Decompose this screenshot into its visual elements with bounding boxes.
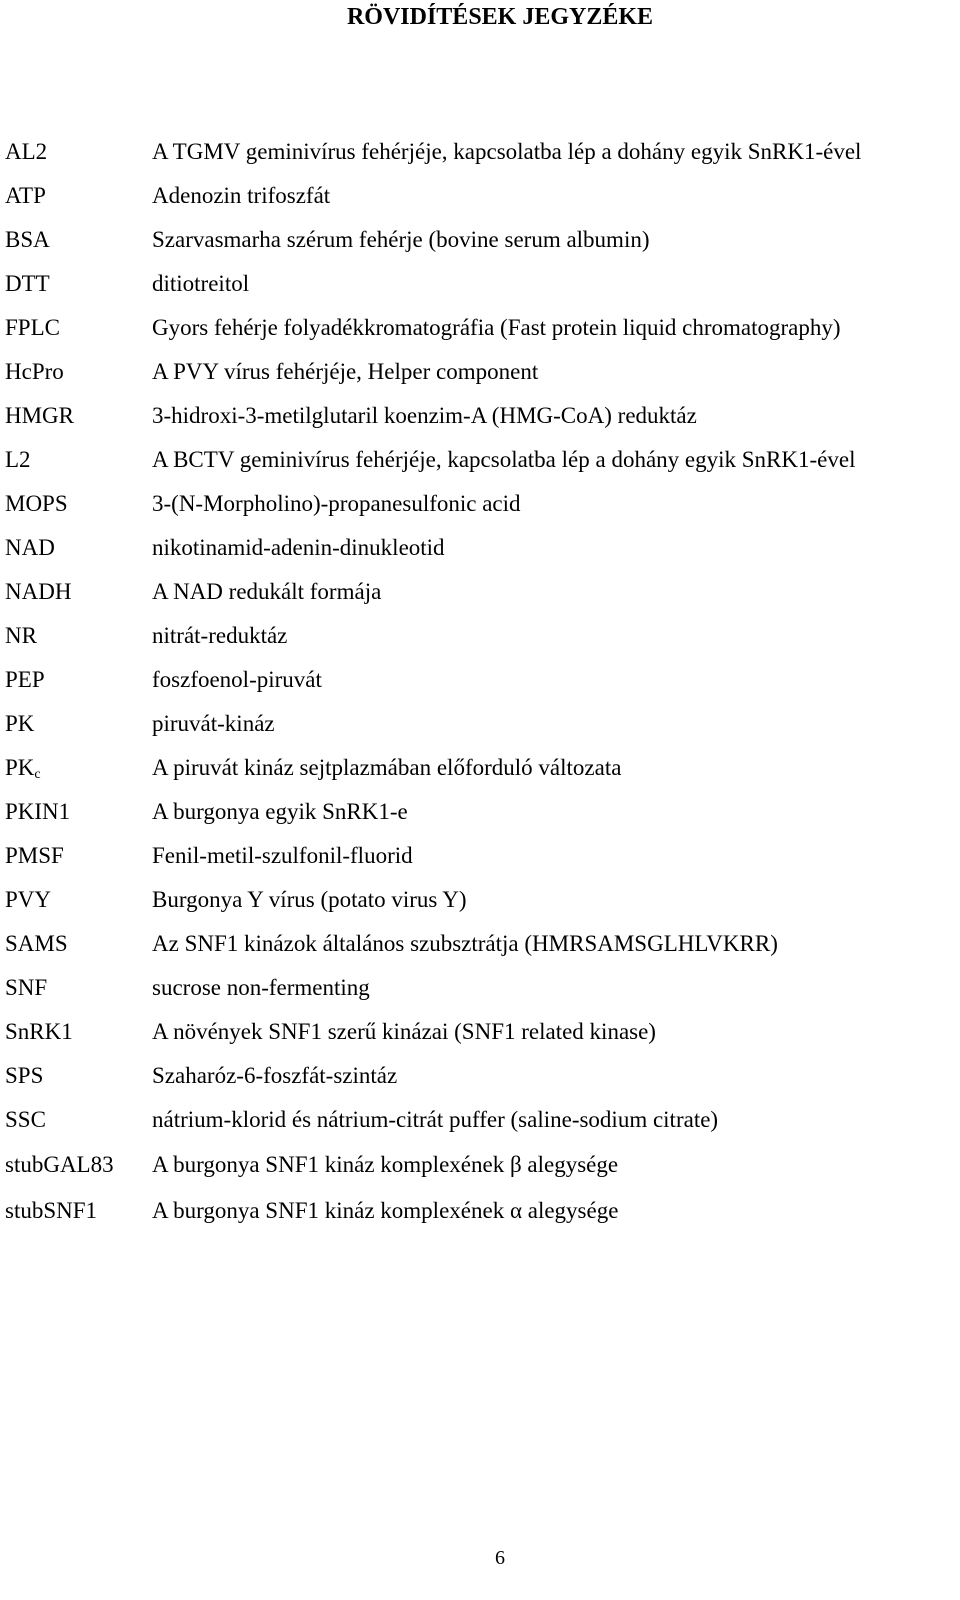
page-number: 6 [495, 1547, 505, 1569]
abbreviation-term: FPLC [5, 315, 60, 340]
abbreviation-definition: Burgonya Y vírus (potato virus Y) [152, 887, 467, 912]
abbreviation-row [0, 438, 960, 482]
abbreviation-definition: A NAD redukált formája [152, 579, 382, 604]
abbreviation-row [0, 1188, 960, 1234]
abbreviation-definition: 3-(N-Morpholino)-propanesulfonic acid [152, 491, 521, 516]
abbreviation-row [0, 746, 960, 790]
page-title: RÖVIDÍTÉSEK JEGYZÉKE [346, 4, 654, 30]
abbreviation-term: DTT [5, 271, 50, 296]
abbreviation-row [0, 526, 960, 570]
abbreviation-definition: A burgonya egyik SnRK1-e [152, 799, 408, 824]
abbreviation-row [0, 1098, 960, 1142]
abbreviation-definition: A piruvát kináz sejtplazmában előforduló változata [152, 755, 622, 780]
abbreviation-definition: A burgonya SNF1 kináz komplexének β alegysége [152, 1152, 619, 1177]
abbreviation-definition: nikotinamid-adenin-dinukleotid [152, 535, 445, 560]
abbreviation-row [0, 878, 960, 922]
abbreviation-row [0, 922, 960, 966]
abbreviation-definition: Az SNF1 kinázok általános szubsztrátja (HMRSAMSGLHLVKRR) [152, 931, 778, 956]
abbreviation-row [0, 1010, 960, 1054]
abbreviation-term: NADH [5, 579, 72, 604]
abbreviation-row [0, 570, 960, 614]
abbreviation-term: NAD [5, 535, 55, 560]
abbreviation-term: AL2 [5, 139, 48, 164]
abbreviation-term-subscript: c [34, 767, 41, 782]
abbreviation-definition: A burgonya SNF1 kináz komplexének α alegysége [152, 1198, 619, 1223]
abbreviation-row [0, 658, 960, 702]
abbreviation-term: PVY [5, 887, 52, 912]
abbreviation-row [0, 130, 960, 174]
abbreviation-term: SnRK1 [5, 1019, 73, 1044]
abbreviation-definition: foszfoenol-piruvát [152, 667, 322, 692]
abbreviation-definition: A TGMV geminivírus fehérjéje, kapcsolatba lép a dohány egyik SnRK1-ével [152, 139, 862, 164]
abbreviation-term: PK [5, 711, 35, 736]
abbreviation-row [0, 482, 960, 526]
abbreviation-row [0, 350, 960, 394]
abbreviation-definition: A BCTV geminivírus fehérjéje, kapcsolatba lép a dohány egyik SnRK1-ével [152, 447, 856, 472]
abbreviation-term: PMSF [5, 843, 64, 868]
abbreviation-definition: A növények SNF1 szerű kinázai (SNF1 related kinase) [152, 1019, 656, 1044]
abbreviation-definition: Fenil-metil-szulfonil-fluorid [152, 843, 413, 868]
abbreviation-definition: nátrium-klorid és nátrium-citrát puffer (saline-sodium citrate) [152, 1107, 719, 1132]
abbreviation-term: BSA [5, 227, 50, 252]
abbreviation-definition: Gyors fehérje folyadékkromatográfia (Fast protein liquid chromatography) [152, 315, 841, 340]
abbreviation-row [0, 306, 960, 350]
abbreviation-term: PKIN1 [5, 799, 71, 824]
abbreviation-term: stubSNF1 [5, 1198, 98, 1223]
abbreviation-row [0, 966, 960, 1010]
abbreviation-row [0, 262, 960, 306]
abbreviation-list [0, 130, 960, 1234]
abbreviation-term: SAMS [5, 931, 68, 956]
abbreviation-definition: ditiotreitol [152, 271, 250, 296]
abbreviation-definition: Szaharóz-6-foszfát-szintáz [152, 1063, 398, 1088]
abbreviation-definition: A PVY vírus fehérjéje, Helper component [152, 359, 539, 384]
abbreviation-term: PEP [5, 667, 45, 692]
abbreviation-definition: piruvát-kináz [152, 711, 275, 736]
abbreviation-term: HcPro [5, 359, 64, 384]
abbreviation-row [0, 702, 960, 746]
abbreviation-term: SSC [5, 1107, 46, 1132]
abbreviation-definition: nitrát-reduktáz [152, 623, 288, 648]
abbreviation-row [0, 394, 960, 438]
abbreviation-term: MOPS [5, 491, 68, 516]
abbreviation-row [0, 1142, 960, 1188]
abbreviation-row [0, 1054, 960, 1098]
abbreviation-term: L2 [5, 447, 31, 472]
abbreviation-definition: Szarvasmarha szérum fehérje (bovine serum albumin) [152, 227, 650, 252]
abbreviation-row [0, 614, 960, 658]
abbreviation-row [0, 218, 960, 262]
abbreviation-term [0, 755, 152, 781]
abbreviation-term: stubGAL83 [5, 1152, 114, 1177]
abbreviation-term: SNF [5, 975, 48, 1000]
abbreviation-term-base: PK [5, 755, 35, 780]
abbreviation-term: NR [5, 623, 37, 648]
abbreviation-definition: sucrose non-fermenting [152, 975, 370, 1000]
abbreviation-row [0, 174, 960, 218]
abbreviation-definition: Adenozin trifoszfát [152, 183, 331, 208]
abbreviation-row [0, 834, 960, 878]
abbreviation-term: ATP [5, 183, 46, 208]
abbreviation-row [0, 790, 960, 834]
abbreviation-definition: 3-hidroxi-3-metilglutaril koenzim-A (HMG-CoA) reduktáz [152, 403, 697, 428]
abbreviation-term: SPS [5, 1063, 44, 1088]
abbreviation-term: HMGR [5, 403, 75, 428]
